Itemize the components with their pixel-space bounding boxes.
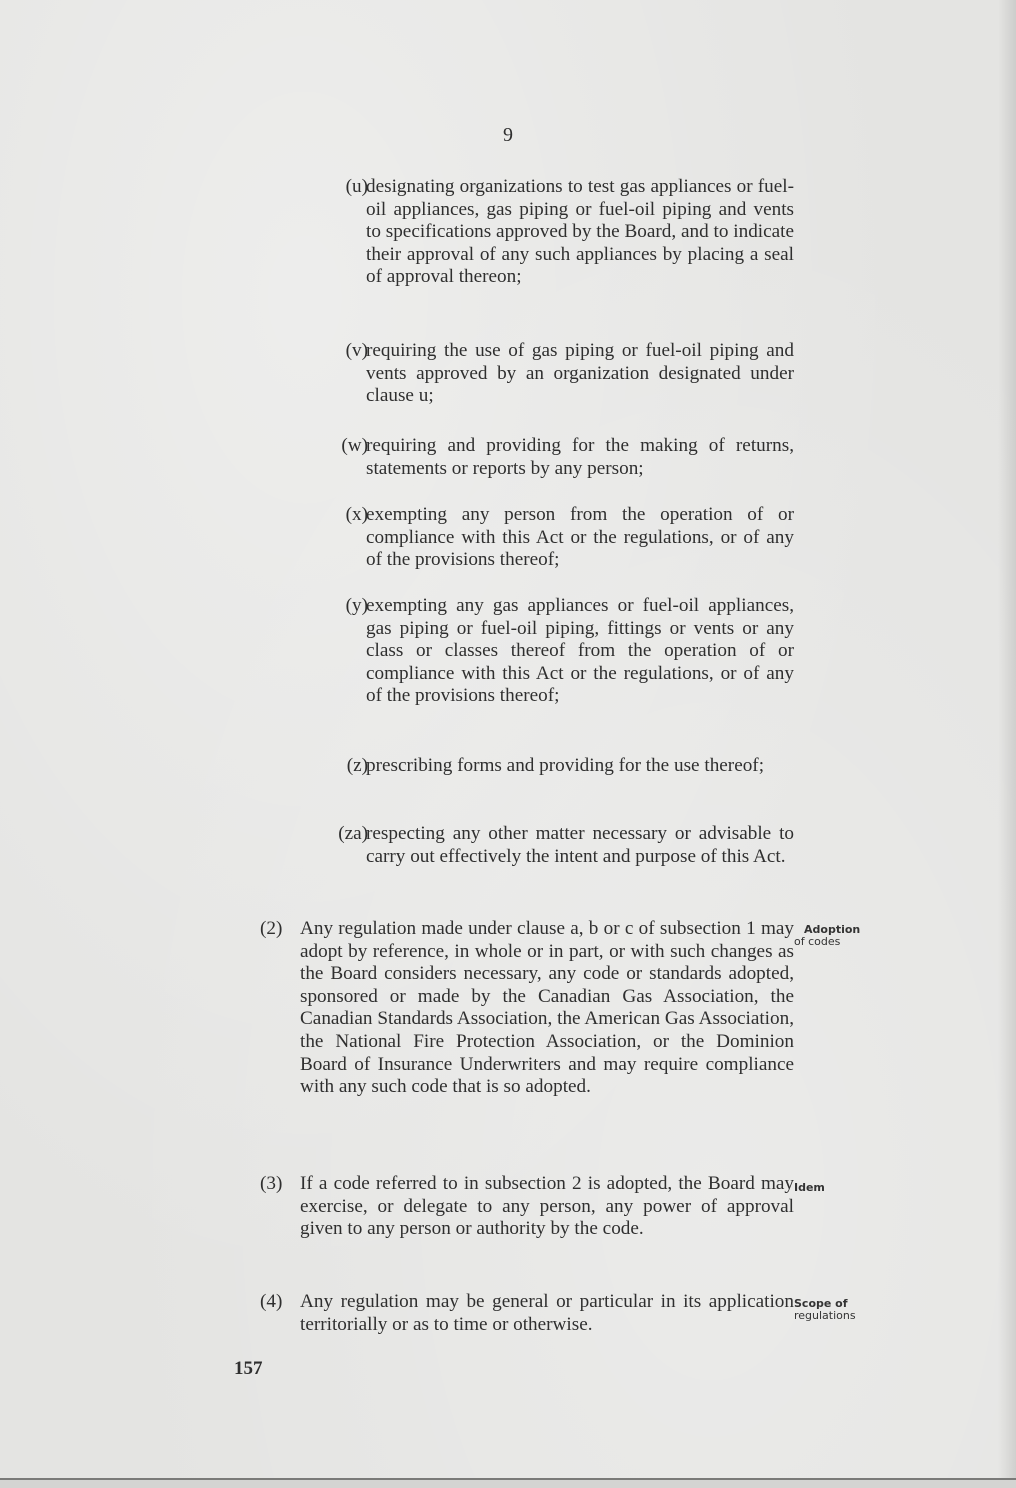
margin-note-idem <box>794 1182 825 1194</box>
page-edge-shadow <box>998 0 1016 1488</box>
clause-label: (za) <box>338 823 368 844</box>
page-bottom-edge <box>0 1478 1016 1480</box>
clause-y <box>318 595 794 708</box>
subsection-text: If a code referred to in subsection 2 is adopted, the Board may exercise, or delegate to any person, any power of approval given to any person or authority by the code. <box>300 1173 794 1240</box>
clause-text: designating organizations to test gas appliances or fuel-oil appliances, gas piping or fuel-oil piping and vents to specifications approved by the Board, and to indicate their approval of any such appliances by placing a seal of approval thereon; <box>366 176 794 288</box>
clause-label: (u) <box>345 176 368 197</box>
clause-label: (v) <box>345 340 368 361</box>
clause-label: (x) <box>345 504 368 525</box>
margin-note-line: Scope of <box>794 1297 848 1310</box>
subsection-text: Any regulation made under clause a, b or c of subsection 1 may adopt by reference, in whole or in part, or with such changes as the Board considers necessary, any code or standards adopted, sponsored or made by the Canadian Gas Association, the Canadian Standards Association, the American Gas Association, the National Fire Protection Association, or the Dominion Board of Insurance Underwriters and may require compliance with any such code that is so adopted. <box>300 918 794 1098</box>
clause-label: (w) <box>341 435 368 456</box>
page-number: 9 <box>503 124 513 146</box>
subsection-label: (3) <box>260 1173 283 1194</box>
margin-note-line: Adoption <box>804 923 861 936</box>
clause-v <box>318 340 794 408</box>
clause-w <box>318 435 794 480</box>
margin-note-scope <box>794 1298 856 1322</box>
subsection-3 <box>260 1173 794 1241</box>
footer-page-number: 157 <box>234 1358 263 1379</box>
page-bottom-strip <box>0 1480 1016 1488</box>
clause-z <box>318 755 794 778</box>
subsection-label: (2) <box>260 918 283 939</box>
clause-label: (z) <box>346 755 368 776</box>
clause-text: prescribing forms and providing for the use thereof; <box>366 755 765 776</box>
subsection-2 <box>260 918 794 1099</box>
subsection-label: (4) <box>260 1291 283 1312</box>
clause-text: exempting any gas appliances or fuel-oil appliances, gas piping or fuel-oil piping, fittings or vents or any class or classes thereof from the operation of or compliance with this Act or the regulations, or of any of the provisions thereof; <box>366 595 794 707</box>
clause-label: (y) <box>345 595 368 616</box>
margin-note-adoption <box>794 923 861 948</box>
clause-text: exempting any person from the operation of or compliance with this Act or the regulations, or of any of the provisions thereof; <box>366 504 794 571</box>
clause-za <box>318 823 794 868</box>
margin-note-line: of codes <box>794 935 841 948</box>
subsection-text: Any regulation may be general or particular in its application territorially or as to time or otherwise. <box>300 1291 794 1335</box>
clause-u <box>318 176 794 289</box>
clause-text: requiring and providing for the making of returns, statements or reports by any person; <box>366 435 794 479</box>
clause-text: requiring the use of gas piping or fuel-oil piping and vents approved by an organization designated under clause u; <box>366 340 794 407</box>
clause-text: respecting any other matter necessary or advisable to carry out effectively the intent and purpose of this Act. <box>366 823 794 867</box>
clause-x <box>318 504 794 572</box>
margin-note-line: regulations <box>794 1309 856 1322</box>
subsection-4 <box>260 1291 794 1336</box>
margin-note-line: Idem <box>794 1181 825 1194</box>
